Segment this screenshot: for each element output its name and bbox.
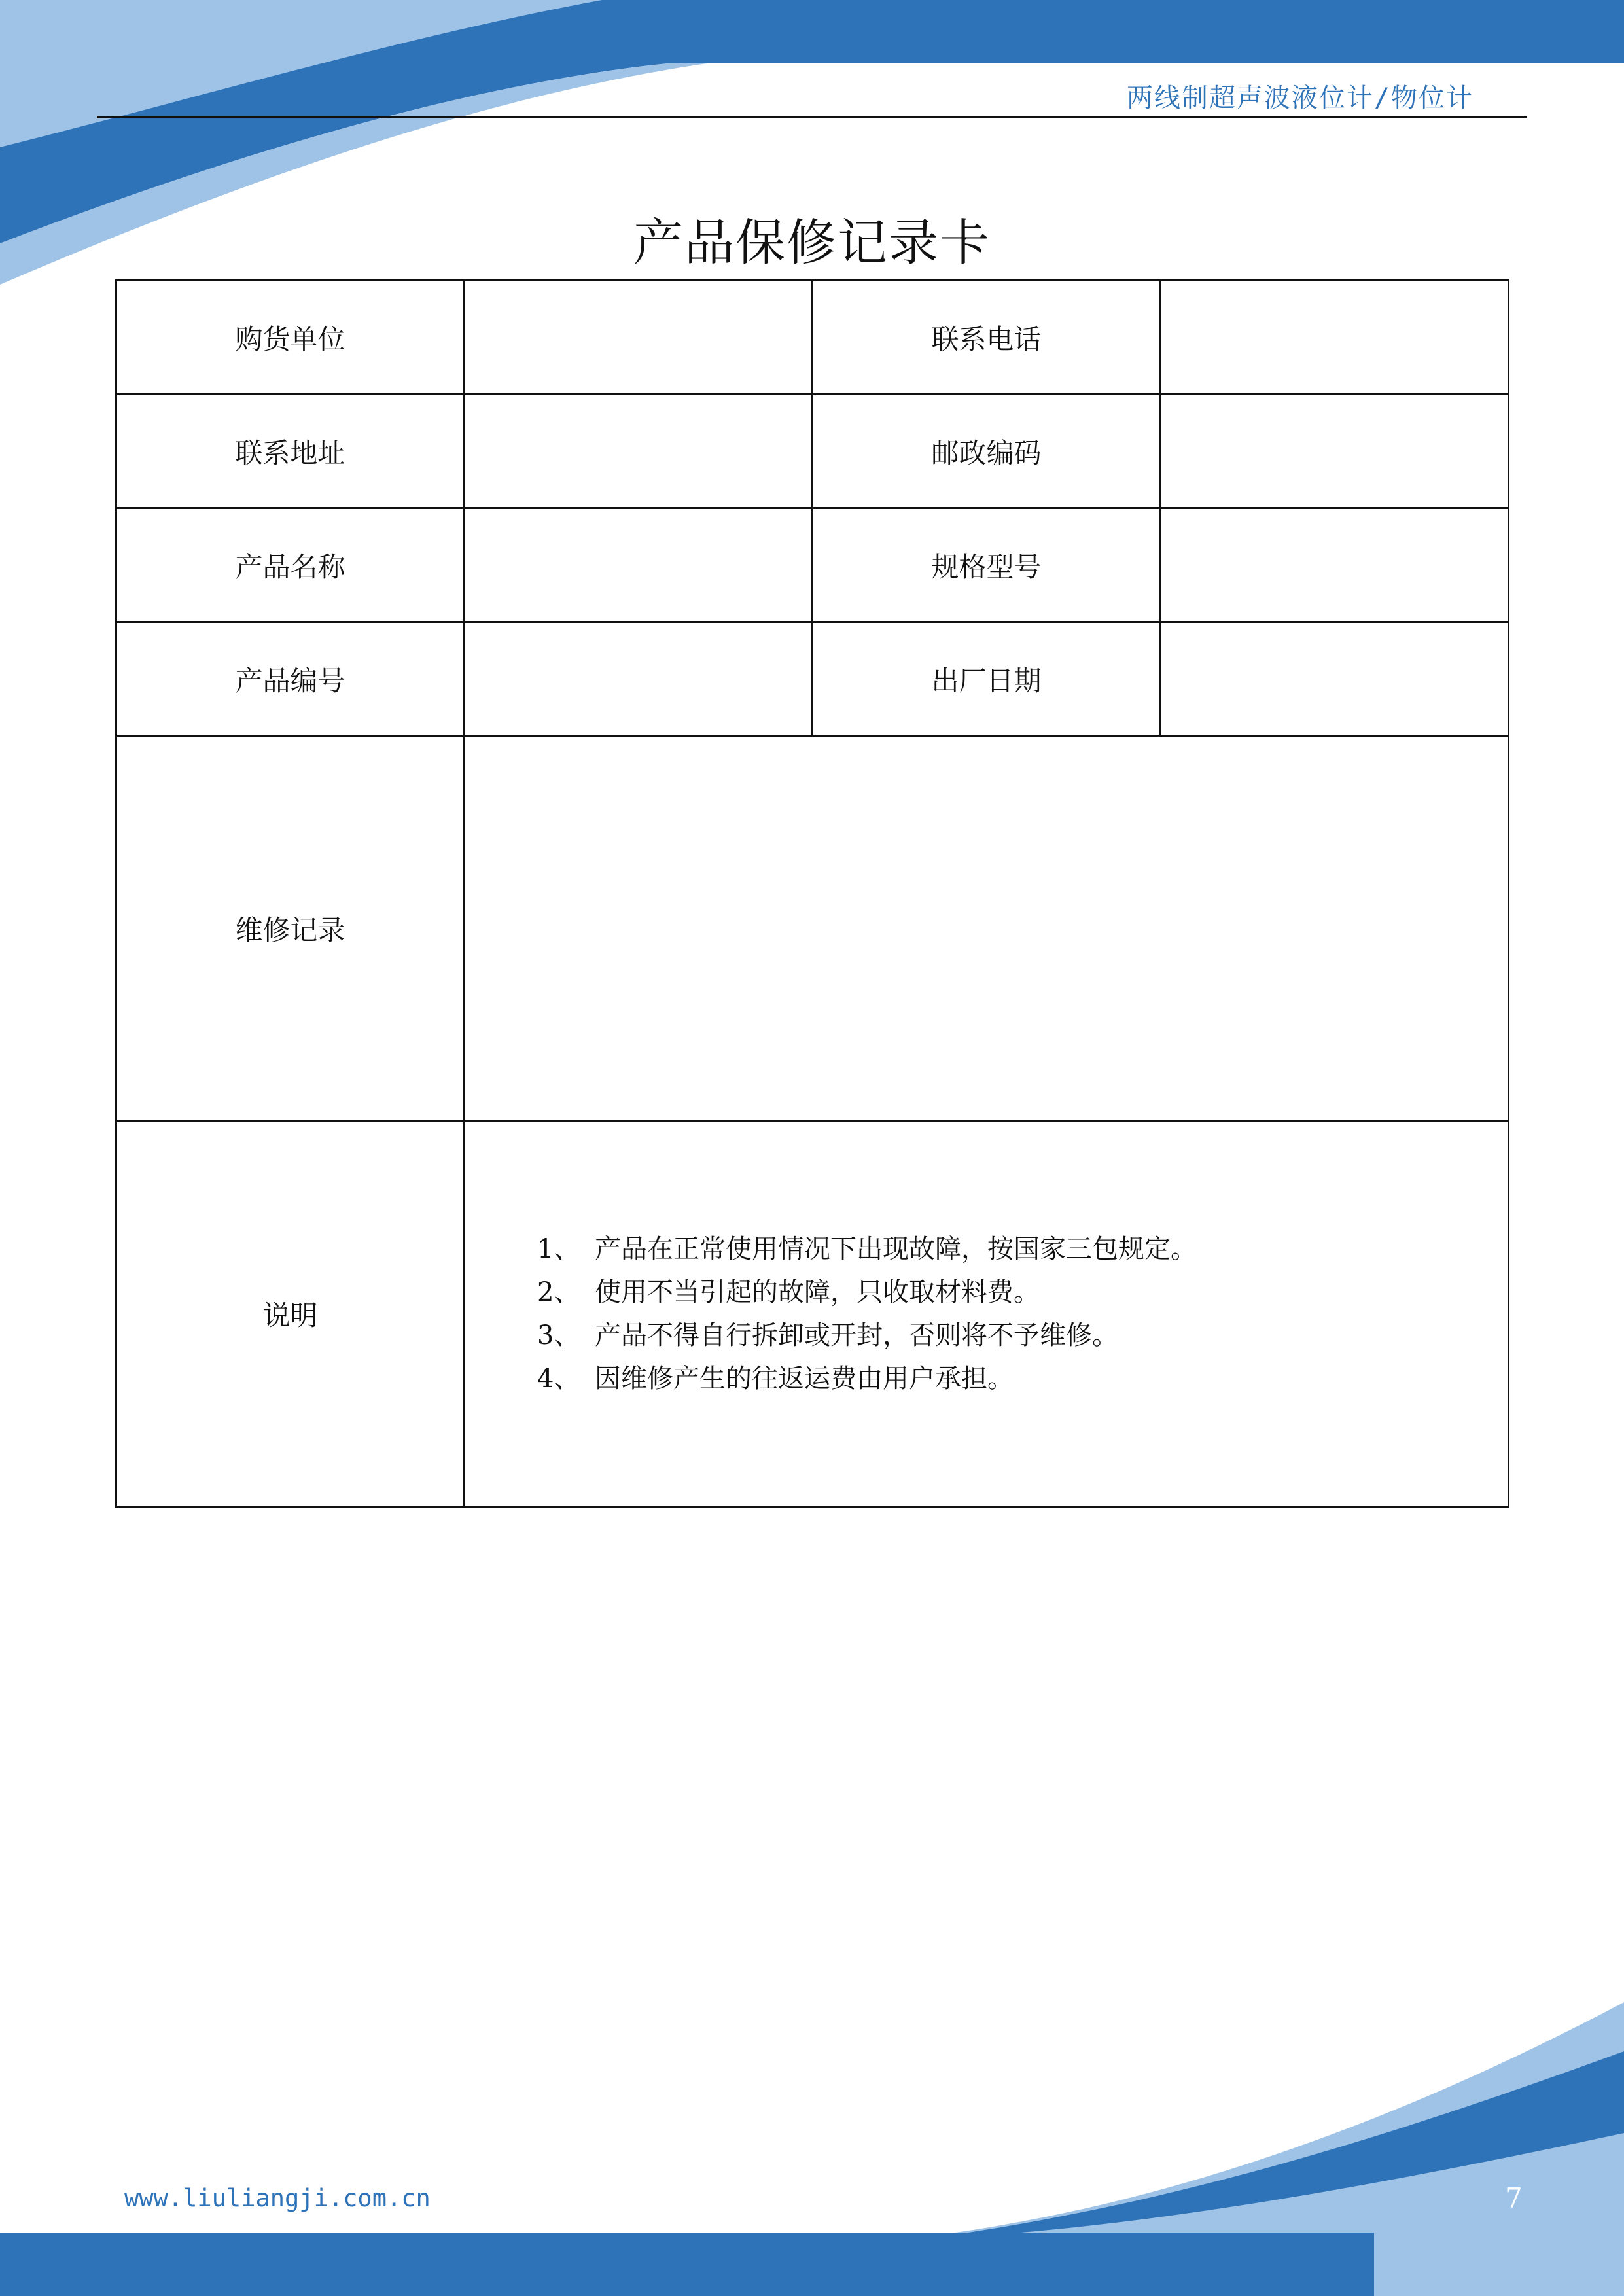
address-label: 联系地址 [116,395,465,508]
manufacture-date-label: 出厂日期 [813,622,1161,736]
purchaser-label: 购货单位 [116,281,465,395]
notes-row [116,1122,1509,1507]
note-item [537,1357,1508,1400]
form-row [116,395,1509,508]
repair-record-field[interactable] [465,736,1509,1122]
note-text: 因维修产生的往返运费由用户承担。 [595,1364,1014,1394]
manufacture-date-field[interactable] [1161,622,1509,736]
serial-number-label: 产品编号 [116,622,465,736]
note-number: 1、 [537,1234,580,1264]
phone-label: 联系电话 [813,281,1161,395]
form-row [116,622,1509,736]
model-label: 规格型号 [813,508,1161,622]
header-product-line: 两线制超声波液位计/物位计 [1126,83,1474,113]
repair-record-label: 维修记录 [116,736,465,1122]
postcode-field[interactable] [1161,395,1509,508]
notes-list [465,1227,1508,1400]
phone-field[interactable] [1161,281,1509,395]
note-text: 产品在正常使用情况下出现故障，按国家三包规定。 [595,1234,1197,1264]
purchaser-field[interactable] [465,281,813,395]
notes-cell [465,1122,1509,1507]
model-field[interactable] [1161,508,1509,622]
header-rule [97,116,1527,118]
note-item [537,1271,1508,1314]
form-row [116,281,1509,395]
note-text: 使用不当引起的故障，只收取材料费。 [595,1277,1040,1307]
footer-bar [0,2233,1374,2296]
note-number: 2、 [537,1277,580,1307]
notes-label: 说明 [116,1122,465,1507]
address-field[interactable] [465,395,813,508]
page-title: 产品保修记录卡 [633,213,991,272]
page-number: 7 [1505,2182,1523,2214]
note-number: 3、 [537,1320,580,1351]
product-name-field[interactable] [465,508,813,622]
footer-url[interactable]: www.liuliangji.com.cn [124,2184,431,2212]
note-text: 产品不得自行拆卸或开封，否则将不予维修。 [595,1320,1118,1351]
note-number: 4、 [537,1364,580,1394]
postcode-label: 邮政编码 [813,395,1161,508]
repair-record-row [116,736,1509,1122]
warranty-form [115,279,1509,1508]
note-item [537,1227,1508,1271]
note-item [537,1314,1508,1357]
serial-number-field[interactable] [465,622,813,736]
form-row [116,508,1509,622]
product-name-label: 产品名称 [116,508,465,622]
